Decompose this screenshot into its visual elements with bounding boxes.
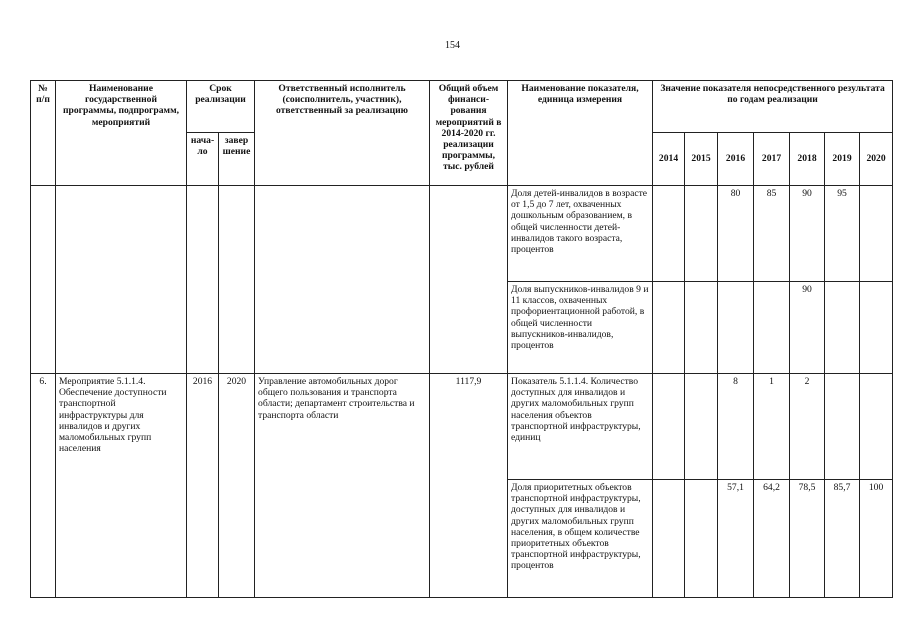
col-header-end: завер шение [219, 133, 255, 186]
value-cell: 90 [790, 186, 825, 282]
value-cell [860, 374, 893, 480]
value-cell: 1 [754, 374, 790, 480]
year-header: 2020 [860, 133, 893, 186]
start-cell: 2016 [187, 374, 219, 598]
volume-cell: 1117,9 [430, 374, 508, 598]
col-header-executor: Ответственный исполнитель (соисполнитель, участник), ответственный за реализацию [255, 81, 430, 186]
col-header-period: Срок реализации [187, 81, 255, 133]
value-cell [653, 282, 685, 374]
col-header-indicator: Наименование показателя, единица измерения [508, 81, 653, 186]
value-cell: 8 [718, 374, 754, 480]
value-cell [825, 282, 860, 374]
program-table [30, 80, 893, 598]
value-cell [685, 480, 718, 598]
col-header-volume: Общий объем финанси-рования мероприятий в 2014-2020 гг. реализации программы, тыс. рублей [430, 81, 508, 186]
value-cell [825, 374, 860, 480]
year-header: 2018 [790, 133, 825, 186]
year-header: 2015 [685, 133, 718, 186]
value-cell: 100 [860, 480, 893, 598]
value-cell [685, 282, 718, 374]
col-header-start: нача-ло [187, 133, 219, 186]
name-cell [56, 186, 187, 374]
executor-cell [255, 186, 430, 374]
value-cell [653, 480, 685, 598]
value-cell [685, 186, 718, 282]
value-cell: 85,7 [825, 480, 860, 598]
name-cell: Мероприятие 5.1.1.4. Обеспечение доступности транспортной инфраструктуры для инвалидов и других маломобильных групп населения [56, 374, 187, 598]
table-row [31, 186, 893, 282]
start-cell [187, 186, 219, 374]
value-cell: 95 [825, 186, 860, 282]
table-row [31, 374, 893, 480]
value-cell [653, 186, 685, 282]
end-cell [219, 186, 255, 374]
year-header: 2017 [754, 133, 790, 186]
year-header: 2019 [825, 133, 860, 186]
year-header: 2014 [653, 133, 685, 186]
executor-cell: Управление автомобильных дорог общего пользования и транспорта области; департамент строительства и транспорта области [255, 374, 430, 598]
indicator-cell: Доля выпускников-инвалидов 9 и 11 классов, охваченных профориентационной работой, в общей численности выпускников-инвалидов, процентов [508, 282, 653, 374]
value-cell [754, 282, 790, 374]
value-cell: 78,5 [790, 480, 825, 598]
value-cell: 2 [790, 374, 825, 480]
value-cell: 85 [754, 186, 790, 282]
value-cell: 64,2 [754, 480, 790, 598]
num-cell: 6. [31, 374, 56, 598]
value-cell [718, 282, 754, 374]
indicator-cell: Доля детей-инвалидов в возрасте от 1,5 до 7 лет, охваченных дошкольным образованием, в общей численности детей-инвалидов такого возраста, процентов [508, 186, 653, 282]
num-cell [31, 186, 56, 374]
col-header-values-title: Значение показателя непосредственного результата по годам реализации [653, 81, 893, 133]
value-cell [860, 282, 893, 374]
indicator-cell: Показатель 5.1.1.4. Количество доступных для инвалидов и других маломобильных групп населения объектов транспортной инфраструктуры, единиц [508, 374, 653, 480]
value-cell: 90 [790, 282, 825, 374]
value-cell: 80 [718, 186, 754, 282]
value-cell: 57,1 [718, 480, 754, 598]
page-number: 154 [445, 40, 460, 51]
end-cell: 2020 [219, 374, 255, 598]
volume-cell [430, 186, 508, 374]
indicator-cell: Доля приоритетных объектов транспортной инфраструктуры, доступных для инвалидов и других маломобильных групп населения, в общем количестве приоритетных объектов транспортной инфраструктуры, процентов [508, 480, 653, 598]
value-cell [860, 186, 893, 282]
year-header: 2016 [718, 133, 754, 186]
col-header-name: Наименование государственной программы, подпрограмм, мероприятий [56, 81, 187, 186]
value-cell [653, 374, 685, 480]
col-header-num: № п/п [31, 81, 56, 186]
value-cell [685, 374, 718, 480]
